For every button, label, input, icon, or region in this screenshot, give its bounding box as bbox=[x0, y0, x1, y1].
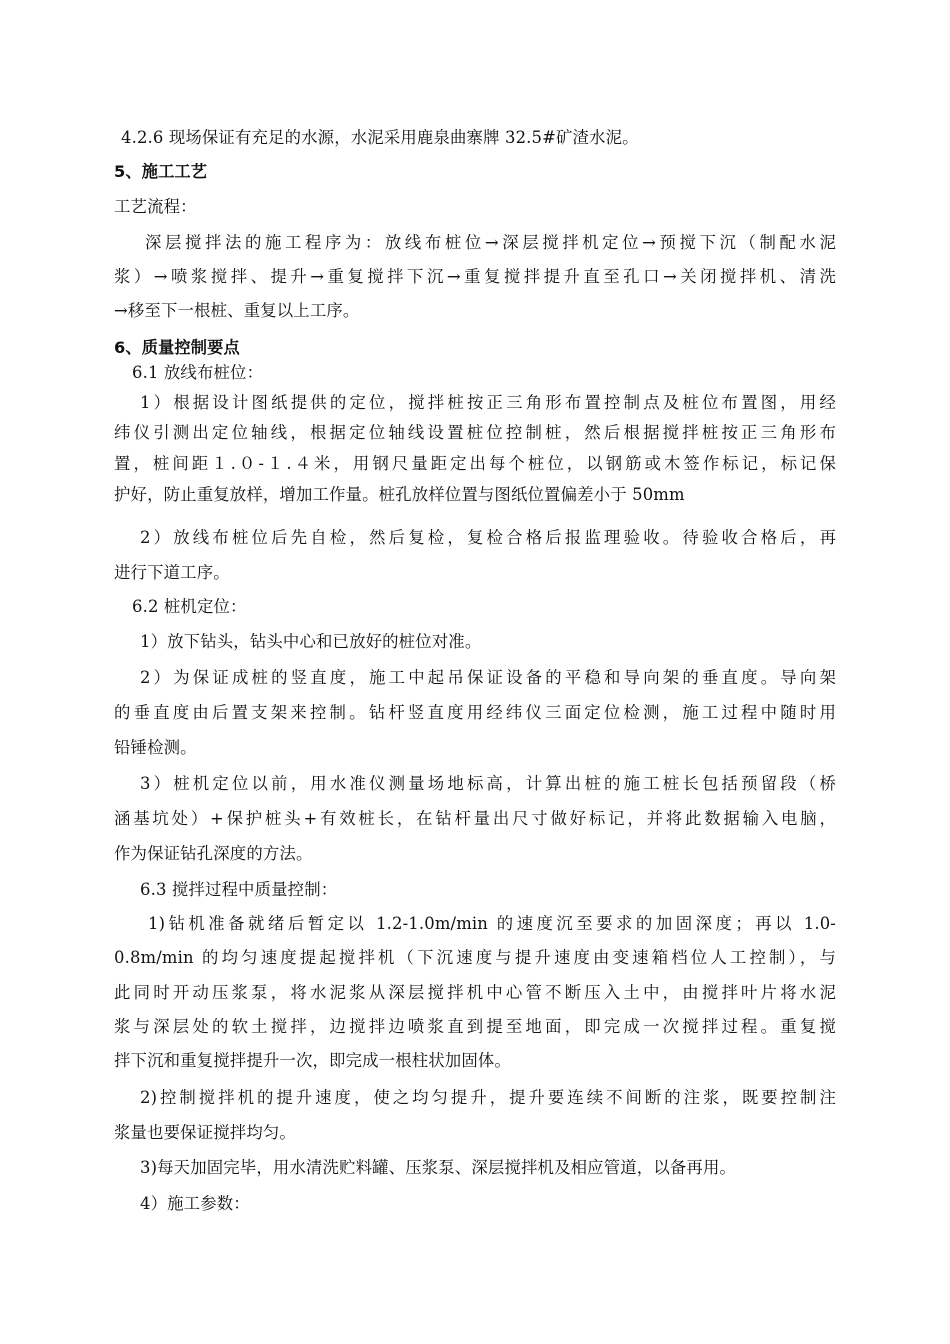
text-line: 2）为保证成桩的竖直度，施工中起吊保证设备的平稳和导向架的垂直度。导向架 bbox=[140, 668, 836, 687]
text-line: 此同时开动压浆泵，将水泥浆从深层搅拌机中心管不断压入土中，由搅拌叶片将水泥 bbox=[114, 983, 836, 1002]
text-line: 3)每天加固完毕，用水清洗贮料罐、压浆泵、深层搅拌机及相应管道，以备再用。 bbox=[140, 1158, 737, 1177]
subsection-heading: 6.2 桩机定位： bbox=[132, 597, 247, 616]
section-heading: 6、质量控制要点 bbox=[114, 338, 240, 357]
text-line: 0.8m/min 的均匀速度提起搅拌机（下沉速度与提升速度由变速箱档位人工控制），与 bbox=[114, 948, 836, 967]
text-line: 涵基坑处）+保护桩头+有效桩长，在钻杆量出尺寸做好标记，并将此数据输入电脑， bbox=[114, 809, 836, 828]
text-line: 进行下道工序。 bbox=[114, 563, 230, 582]
text-line: 浆与深层处的软土搅拌，边搅拌边喷浆直到提至地面，即完成一次搅拌过程。重复搅 bbox=[114, 1017, 836, 1036]
text-line: 4）施工参数： bbox=[140, 1194, 250, 1213]
text-line: 工艺流程： bbox=[114, 197, 197, 216]
text-line: 1）放下钻头，钻头中心和已放好的桩位对准。 bbox=[140, 632, 482, 651]
subsection-heading: 6.3 搅拌过程中质量控制： bbox=[140, 880, 338, 899]
text-line: 1)钻机准备就绪后暂定以 1.2-1.0m/min 的速度沉至要求的加固深度；再以 1.0- bbox=[148, 914, 836, 933]
section-heading: 5、施工工艺 bbox=[114, 162, 208, 181]
text-line: 护好，防止重复放样，增加工作量。桩孔放样位置与图纸位置偏差小于 50mm bbox=[114, 485, 685, 504]
subsection-heading: 6.1 放线布桩位： bbox=[132, 363, 264, 382]
text-line: 3）桩机定位以前，用水准仪测量场地标高，计算出桩的施工桩长包括预留段（桥 bbox=[140, 774, 836, 793]
text-line: 浆量也要保证搅拌均匀。 bbox=[114, 1123, 296, 1142]
text-line: 4.2.6 现场保证有充足的水源，水泥采用鹿泉曲寨牌 32.5#矿渣水泥。 bbox=[121, 128, 639, 147]
text-line: 2)控制搅拌机的提升速度，使之均匀提升，提升要连续不间断的注浆，既要控制注 bbox=[140, 1088, 836, 1107]
text-line: 拌下沉和重复搅拌提升一次，即完成一根柱状加固体。 bbox=[114, 1051, 511, 1070]
text-line: 深层搅拌法的施工程序为：放线布桩位→深层搅拌机定位→预搅下沉（制配水泥 bbox=[145, 233, 836, 252]
text-line: →移至下一根桩、重复以上工序。 bbox=[114, 301, 360, 320]
text-line: 纬仪引测出定位轴线，根据定位轴线设置桩位控制桩，然后根据搅拌桩按正三角形布 bbox=[114, 423, 836, 442]
text-line: 2）放线布桩位后先自检，然后复检，复检合格后报监理验收。待验收合格后，再 bbox=[140, 528, 836, 547]
text-line: 作为保证钻孔深度的方法。 bbox=[114, 844, 313, 863]
text-line: 置，桩间距１.０-１.４米，用钢尺量距定出每个桩位，以钢筋或木签作标记，标记保 bbox=[114, 454, 836, 473]
text-line: 浆）→喷浆搅拌、提升→重复搅拌下沉→重复搅拌提升直至孔口→关闭搅拌机、清洗 bbox=[114, 267, 836, 286]
text-line: 铅锤检测。 bbox=[114, 738, 197, 757]
text-line: 的垂直度由后置支架来控制。钻杆竖直度用经纬仪三面定位检测，施工过程中随时用 bbox=[114, 703, 836, 722]
text-line: 1）根据设计图纸提供的定位，搅拌桩按正三角形布置控制点及桩位布置图，用经 bbox=[140, 393, 836, 412]
